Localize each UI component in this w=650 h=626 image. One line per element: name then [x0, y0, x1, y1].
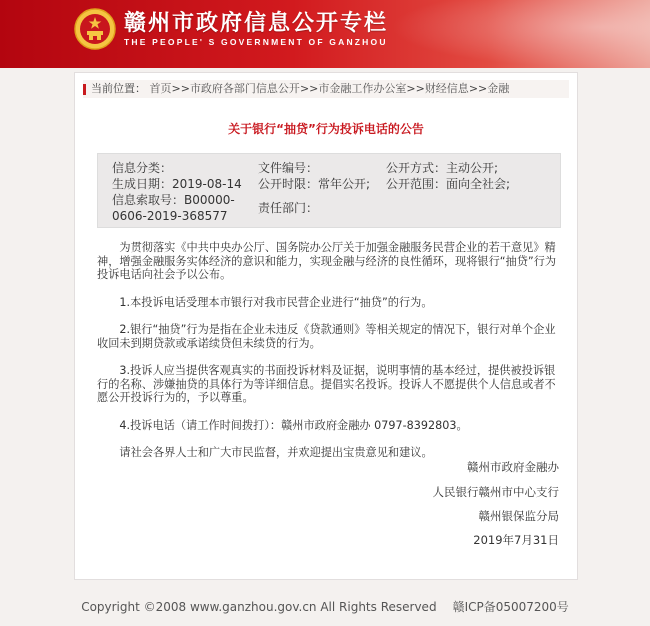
- paragraph-intro: 为贯彻落实《中共中央办公厅、国务院办公厅关于加强金融服务民营企业的若干意见》精神，增强金融服务实体经济的意识和能力，实现金融与经济的良性循环，现将银行“抽贷”行为投诉电话向社会予以公布。: [97, 241, 557, 281]
- paragraph-2: 2.银行“抽贷”行为是指在企业未违反《贷款通则》等相关规定的情况下，银行对单个企业收回未到期贷款或承诺续贷但未续贷的行为。: [97, 323, 556, 350]
- breadcrumb-prefix: 当前位置：: [91, 82, 146, 95]
- meta-doc-no: 文件编号：: [258, 161, 319, 175]
- breadcrumb-item-finance-info[interactable]: 财经信息: [424, 82, 469, 95]
- footer: [0, 598, 650, 615]
- meta-open-period: 公开时限：常年公开;: [258, 177, 371, 191]
- national-emblem-icon: [74, 8, 116, 50]
- site-subtitle: THE PEOPLE' S GOVERNMENT OF GANZHOU: [124, 37, 388, 47]
- meta-open-method: 公开方式：主动公开;: [386, 161, 499, 175]
- meta-index-no-1: 信息索取号：B00000-: [112, 193, 235, 207]
- breadcrumb-item-finance[interactable]: 金融: [487, 82, 510, 95]
- breadcrumb-separator: >>: [171, 82, 190, 95]
- paragraph-3: 3.投诉人应当提供客观真实的书面投诉材料及证据，说明事情的基本经过，提供被投诉银行的名称、涉嫌抽贷的具体行为等详细信息。提倡实名投诉。投诉人不愿提供个人信息或者不愿公开投诉行为的，予以尊重。: [97, 364, 556, 404]
- content-panel: [74, 72, 578, 580]
- header-banner: [0, 0, 650, 68]
- breadcrumb: [83, 80, 569, 98]
- breadcrumb-separator: >>: [468, 82, 488, 95]
- article-body: [97, 241, 563, 460]
- signature-pboc-branch: 人民银行赣州市中心支行: [432, 485, 559, 499]
- paragraph-closing: 请社会各界人士和广大市民监督，并欢迎提出宝贵意见和建议。: [119, 446, 433, 459]
- signature-date: 2019年7月31日: [473, 533, 559, 547]
- breadcrumb-marker-icon: [83, 84, 86, 95]
- meta-responsible: 责任部门：: [258, 201, 319, 215]
- footer-icp-link[interactable]: 赣ICP备05007200号: [452, 600, 569, 614]
- site-title: 赣州市政府信息公开专栏: [124, 11, 389, 36]
- signature-finance-office: 赣州市政府金融办: [467, 460, 559, 474]
- meta-gen-date: 生成日期：2019-08-14: [112, 177, 242, 191]
- meta-info-category: 信息分类：: [112, 161, 173, 175]
- article-title: 关于银行“抽贷”行为投诉电话的公告: [228, 122, 424, 136]
- breadcrumb-separator: >>: [406, 82, 425, 95]
- meta-open-scope: 公开范围：面向全社会;: [386, 177, 511, 191]
- breadcrumb-item-departments[interactable]: 市政府各部门信息公开: [189, 82, 300, 95]
- signature-cbirc-branch: 赣州银保监分局: [478, 509, 559, 523]
- paragraph-1: 1.本投诉电话受理本市银行对我市民营企业进行“抽贷”的行为。: [119, 295, 433, 309]
- meta-info-box: [97, 153, 561, 228]
- meta-index-no-2: 0606-2019-368577: [112, 209, 228, 223]
- breadcrumb-item-finance-office[interactable]: 市金融工作办公室: [318, 82, 407, 95]
- breadcrumb-separator: >>: [299, 82, 319, 95]
- breadcrumb-item-home[interactable]: 首页: [149, 82, 172, 95]
- paragraph-4: 4.投诉电话（请工作时间拨打）：赣州市政府金融办 0797-8392803。: [119, 418, 468, 432]
- footer-copyright: Copyright ©2008 www.ganzhou.gov.cn All Rights Reserved: [81, 600, 437, 614]
